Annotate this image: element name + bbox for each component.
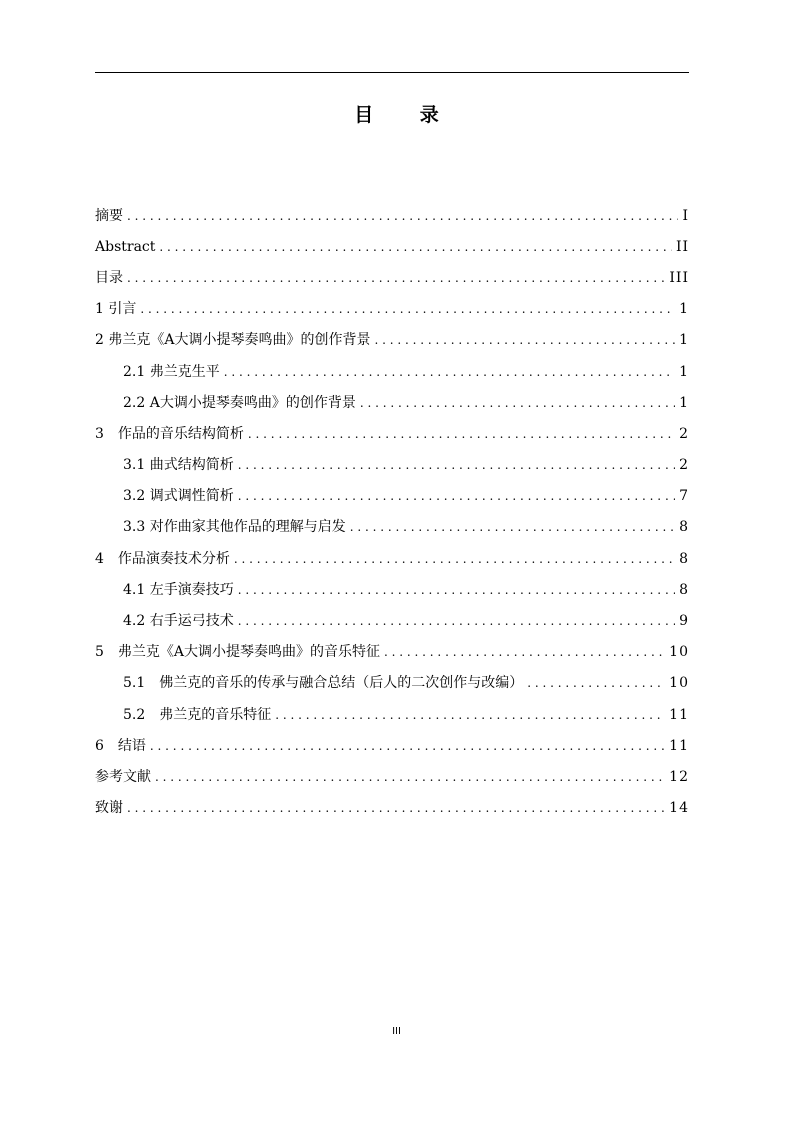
toc-entry-label: 5 弗兰克《A大调小提琴奏鸣曲》的音乐特征 (95, 644, 381, 661)
toc-entry-chapter-3[interactable] (95, 418, 689, 449)
toc-entry-section-4-1[interactable] (95, 574, 689, 605)
toc-entry-section-2-2[interactable] (95, 387, 689, 418)
toc-entry-label: 参考文献 (95, 768, 151, 785)
toc-entry-references[interactable] (95, 761, 689, 792)
toc-entry-section-4-2[interactable] (95, 605, 689, 636)
toc-dot-leader (238, 611, 675, 631)
toc-entry-page: 8 (679, 550, 689, 567)
toc-entry-page: 14 (669, 800, 689, 817)
toc-entry-abstract-cn[interactable] (95, 200, 689, 231)
toc-entry-page: 1 (679, 394, 689, 411)
toc-entry-chapter-1[interactable] (95, 294, 689, 325)
toc-entry-page: 8 (679, 519, 689, 536)
toc-entry-acknowledgements[interactable] (95, 793, 689, 824)
toc-entry-page: 2 (679, 425, 689, 442)
toc-entry-contents[interactable] (95, 262, 689, 293)
toc-entry-page: 11 (669, 737, 689, 754)
toc-entry-label: 4.2 右手运弓技术 (123, 613, 234, 630)
toc-dot-leader (238, 580, 675, 600)
toc-dot-leader (127, 206, 678, 226)
toc-entry-label: 4 作品演奏技术分析 (95, 550, 230, 567)
toc-entry-abstract-en[interactable] (95, 231, 689, 262)
toc-entry-page: I (682, 207, 689, 224)
toc-entry-page: 2 (679, 457, 689, 474)
toc-entry-page: 11 (669, 706, 689, 723)
toc-entry-chapter-6[interactable] (95, 730, 689, 761)
toc-entry-page: 1 (679, 301, 689, 318)
toc-entry-page: 7 (679, 488, 689, 505)
toc-entry-label: 6 结语 (95, 737, 146, 754)
toc-dot-leader (275, 705, 665, 725)
toc-entry-page: 10 (669, 644, 689, 661)
toc-entry-chapter-2[interactable] (95, 325, 689, 356)
toc-entry-page: III (669, 269, 689, 286)
toc-entry-label: 致谢 (95, 800, 123, 817)
toc-entry-page: 12 (669, 768, 689, 785)
toc-entry-chapter-5[interactable] (95, 637, 689, 668)
toc-entry-page: 9 (679, 613, 689, 630)
toc-entry-page: 8 (679, 581, 689, 598)
toc-dot-leader (234, 549, 675, 569)
toc-entry-section-3-3[interactable] (95, 512, 689, 543)
toc-entry-section-5-2[interactable] (95, 699, 689, 730)
toc-entry-page: 10 (669, 675, 689, 692)
toc-entry-label: 5.2 弗兰克的音乐特征 (123, 706, 272, 723)
toc-entry-section-2-1[interactable] (95, 356, 689, 387)
toc-entry-label: 5.1 佛兰克的音乐的传承与融合总结（后人的二次创作与改编） (123, 675, 524, 692)
toc-dot-leader (248, 424, 675, 444)
footer-page-number: III (392, 1026, 401, 1037)
toc-dot-leader (360, 393, 675, 413)
toc-dot-leader (127, 798, 665, 818)
toc-entry-label: 3.2 调式调性简析 (123, 488, 234, 505)
toc-entry-label: 3.3 对作曲家其他作品的理解与启发 (123, 519, 346, 536)
toc-entry-page: 1 (679, 363, 689, 380)
toc-dot-leader (224, 362, 675, 382)
toc-entry-label: 摘要 (95, 207, 123, 224)
table-of-contents (95, 200, 689, 824)
toc-entry-label: 2.2 A大调小提琴奏鸣曲》的创作背景 (123, 394, 356, 411)
toc-entry-section-3-1[interactable] (95, 450, 689, 481)
toc-entry-section-3-2[interactable] (95, 481, 689, 512)
toc-dot-leader (350, 517, 675, 537)
page-title: 目 录 (354, 104, 459, 126)
toc-entry-page: 1 (679, 332, 689, 349)
toc-entry-label: 1 引言 (95, 301, 137, 318)
toc-dot-leader (155, 767, 665, 787)
toc-dot-leader (527, 673, 665, 693)
toc-entry-label: 2 弗兰克《A大调小提琴奏鸣曲》的创作背景 (95, 332, 371, 349)
toc-dot-leader (384, 642, 665, 662)
toc-entry-label: 3 作品的音乐结构简析 (95, 425, 244, 442)
toc-entry-label: 3.1 曲式结构简析 (123, 457, 234, 474)
toc-entry-label: 4.1 左手演奏技巧 (123, 581, 234, 598)
toc-entry-label: 2.1 弗兰克生平 (123, 363, 220, 380)
toc-entry-chapter-4[interactable] (95, 543, 689, 574)
toc-dot-leader (140, 299, 675, 319)
header-rule (95, 72, 689, 73)
toc-dot-leader (238, 486, 675, 506)
toc-dot-leader (159, 237, 672, 257)
toc-entry-section-5-1[interactable] (95, 668, 689, 699)
toc-entry-page: II (675, 238, 689, 255)
toc-entry-label: 目录 (95, 269, 123, 286)
toc-entry-label: Abstract (95, 238, 156, 255)
toc-dot-leader (127, 268, 665, 288)
toc-dot-leader (150, 736, 665, 756)
toc-dot-leader (374, 330, 675, 350)
toc-dot-leader (238, 455, 675, 475)
